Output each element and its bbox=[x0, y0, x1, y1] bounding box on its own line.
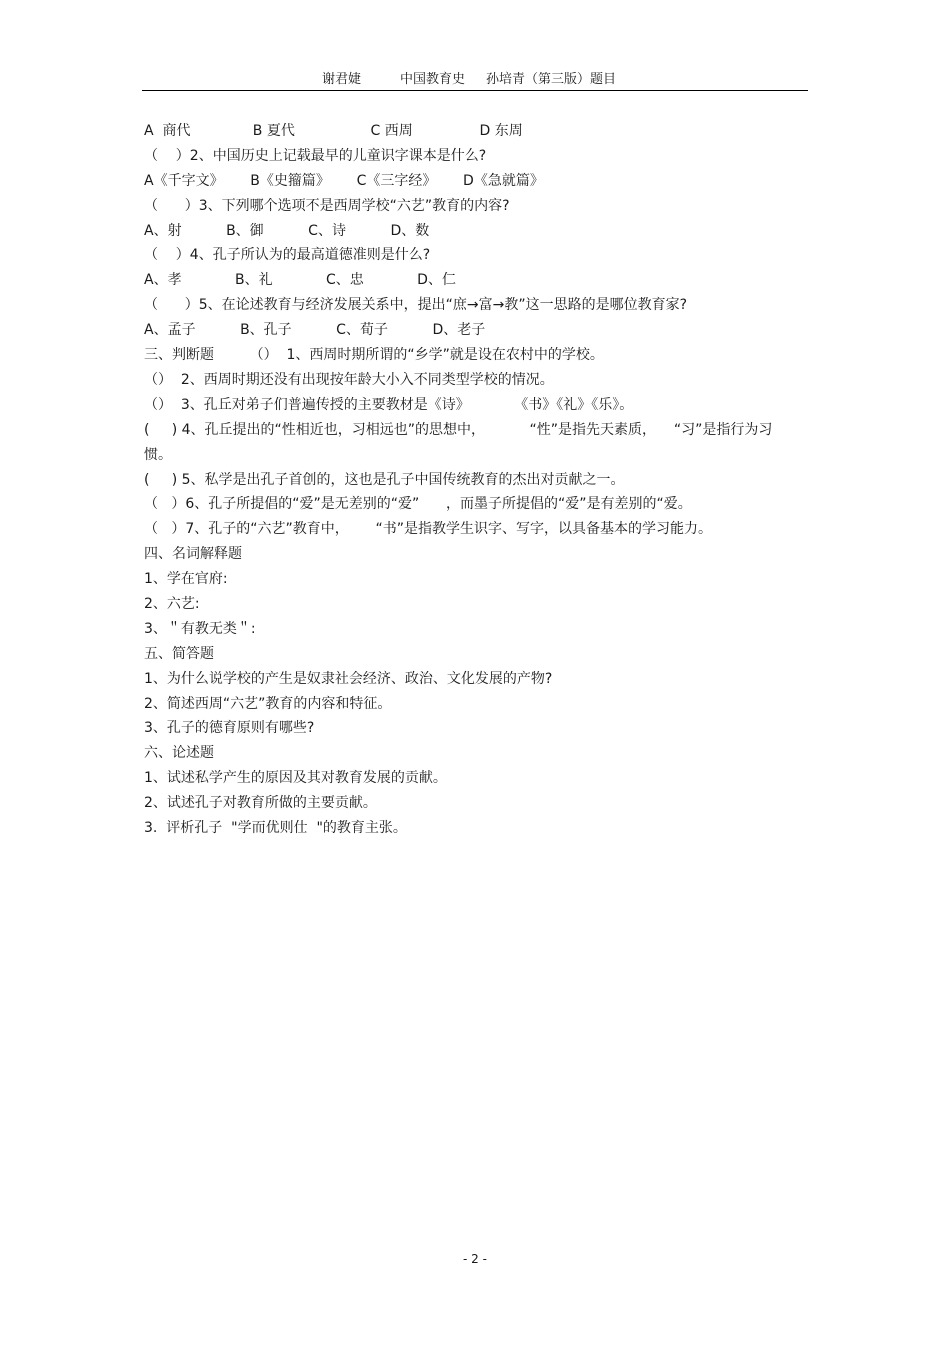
mc-question-5: （ ）5、在论述教育与经济发展关系中，提出“庶→富→教”这一思路的是哪位教育家? bbox=[144, 297, 688, 314]
document-body bbox=[144, 119, 808, 841]
mc-options-q1: A 商代 B 夏代 C 西周 D 东周 bbox=[144, 123, 523, 139]
term-2: 2、六艺: bbox=[144, 595, 200, 612]
essay-3: 3. 评析孔子 "学而优则仕 "的教育主张。 bbox=[144, 819, 407, 836]
mc-options-q5: A、孟子 B、孔子 C、荀子 D、老子 bbox=[144, 322, 486, 339]
section-essay: 六、论述题 bbox=[144, 745, 214, 762]
mc-question-2: （ ）2、中国历史上记载最早的儿童识字课本是什么? bbox=[144, 147, 487, 164]
tf-question-7: （ ）7、孔子的“六艺”教育中， “书”是指教学生识字、写字，以具备基本的学习能力。 bbox=[144, 521, 712, 538]
mc-options-q2: A《千字文》 B《史籀篇》 C《三字经》 D《急就篇》 bbox=[144, 172, 544, 189]
section-terms: 四、名词解释题 bbox=[144, 546, 242, 563]
header-course: 中国教育史 bbox=[400, 72, 466, 87]
tf-question-2: （） 2、西周时期还没有出现按年龄大小入不同类型学校的情况。 bbox=[144, 371, 554, 388]
tf-question-6: （ ）6、孔子所提倡的“爱”是无差别的“爱” ，而墨子所提倡的“爱”是有差别的“爱。 bbox=[144, 496, 692, 513]
mc-question-4: （ ）4、孔子所认为的最高道德准则是什么? bbox=[144, 247, 431, 264]
tf-question-4: ( ) 4、孔丘提出的“性相近也，习相远也”的思想中， “性”是指先天素质， “习”是指行为习惯。 bbox=[144, 421, 773, 463]
short-answer-2: 2、简述西周“六艺”教育的内容和特征。 bbox=[144, 695, 392, 712]
mc-options-q4: A、孝 B、礼 C、忠 D、仁 bbox=[144, 272, 456, 289]
section-true-false: 三、判断题 （） 1、西周时期所谓的“乡学”就是设在农村中的学校。 bbox=[144, 347, 604, 364]
short-answer-3: 3、孔子的德育原则有哪些? bbox=[144, 720, 315, 737]
mc-options-q3: A、射 B、御 C、诗 D、数 bbox=[144, 222, 430, 239]
header-author: 谢君婕 bbox=[322, 72, 362, 87]
tf-question-3: （） 3、孔丘对弟子们普遍传授的主要教材是《诗》 《书》《礼》《乐》。 bbox=[144, 396, 634, 413]
page-header bbox=[142, 66, 808, 91]
term-1: 1、学在官府: bbox=[144, 571, 228, 588]
header-source: 孙培青（第三版）题目 bbox=[486, 72, 617, 87]
tf-question-5: ( ) 5、私学是出孔子首创的，这也是孔子中国传统教育的杰出对贡献之一。 bbox=[144, 471, 625, 488]
page-number: - 2 - bbox=[463, 1252, 487, 1266]
essay-1: 1、试述私学产生的原因及其对教育发展的贡献。 bbox=[144, 770, 447, 787]
term-3: 3、＂有教无类＂: bbox=[144, 620, 256, 637]
mc-question-3: （ ）3、下列哪个选项不是西周学校“六艺”教育的内容? bbox=[144, 197, 510, 214]
short-answer-1: 1、为什么说学校的产生是奴隶社会经济、政治、文化发展的产物? bbox=[144, 670, 553, 687]
section-short-answer: 五、简答题 bbox=[144, 645, 214, 662]
essay-2: 2、试述孔子对教育所做的主要贡献。 bbox=[144, 795, 377, 812]
